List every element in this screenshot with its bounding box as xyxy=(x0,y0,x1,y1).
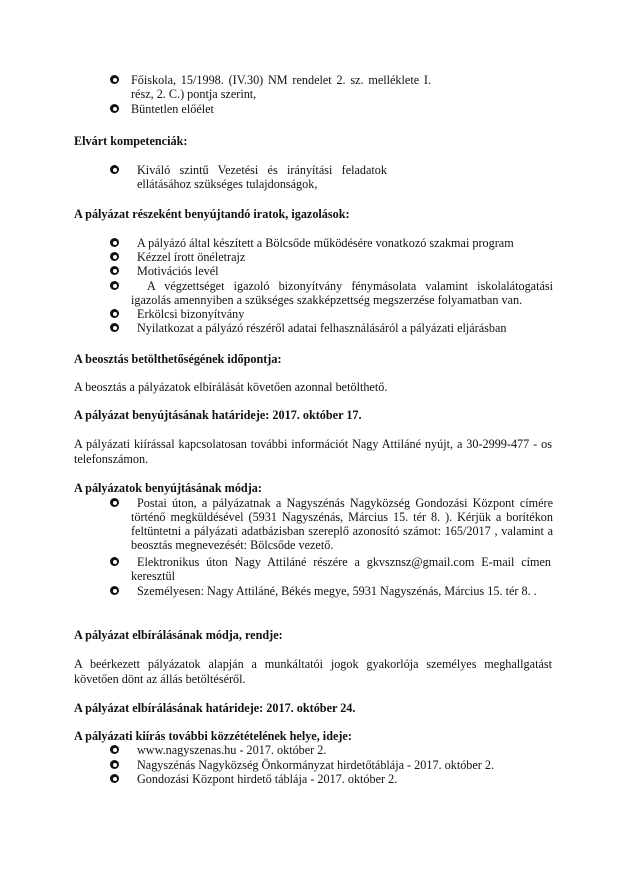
bullet-icon xyxy=(110,165,119,174)
section-heading-publication: A pályázati kiírás további közzétételének helye, ideje: xyxy=(74,729,352,743)
list-item-text: Erkölcsi bizonyítvány xyxy=(137,307,245,321)
bullet-icon xyxy=(110,760,119,769)
bullet-icon xyxy=(110,745,119,754)
list-item-text: Kiváló szintű Vezetési és irányítási feladatok ellátásához szükséges tulajdonságok, xyxy=(137,163,387,191)
bullet-icon xyxy=(110,281,119,290)
bullet-icon xyxy=(110,323,119,332)
list-item-text: Kézzel írott önéletrajz xyxy=(137,250,246,264)
section-heading-evaluation: A pályázat elbírálásának módja, rendje: xyxy=(74,628,283,642)
start-date-text: A beosztás a pályázatok elbírálását követően azonnal betölthető. xyxy=(74,380,388,394)
bullet-icon xyxy=(110,498,119,507)
deadline-label: A pályázat benyújtásának határideje: xyxy=(74,408,270,422)
list-item-text: A végzettséget igazoló bizonyítvány fénymásolata valamint iskolalátogatási igazolás amennyiben a szükséges szakképzettség megszerzése folyamatban van. xyxy=(131,279,553,307)
eval-deadline-label: A pályázat elbírálásának határideje: xyxy=(74,701,264,715)
info-text: A pályázati kiírással kapcsolatosan további információt Nagy Attiláné nyújt, a 30-2999-477 - os telefonszámon. xyxy=(74,437,552,466)
list-item-text: Nagyszénás Nagyközség Önkormányzat hirdetőtáblája - 2017. október 2. xyxy=(137,758,495,772)
list-item-text: Nyilatkozat a pályázó részéről adatai felhasználásáról a pályázati eljárásban xyxy=(137,321,507,335)
list-item-text: Főiskola, 15/1998. (IV.30) NM rendelet 2. sz. melléklete I. rész, 2. C.) pontja szerint, xyxy=(131,73,431,101)
bullet-icon xyxy=(110,104,119,113)
eval-deadline-value: 2017. október 24. xyxy=(263,701,356,715)
bullet-icon xyxy=(110,238,119,247)
evaluation-text: A beérkezett pályázatok alapján a munkáltatói jogok gyakorlója személyes meghallgatást követően dönt az állás betöltéséről. xyxy=(74,657,552,686)
bullet-icon xyxy=(110,309,119,318)
list-item-text: Büntetlen előélet xyxy=(131,102,214,116)
list-item-text: Személyesen: Nagy Attiláné, Békés megye, 5931 Nagyszénás, Március 15. tér 8. . xyxy=(137,584,537,598)
section-heading-competencies: Elvárt kompetenciák: xyxy=(74,134,188,148)
list-item-text: Postai úton, a pályázatnak a Nagyszénás Nagyközség Gondozási Központ címére történő megküldésével (5931 Nagyszénás, Március 15. tér 8. ). Kérjük a borítékon feltüntetni a pályázati adatbázisban szereplő azonosító számot: 165/2017 , valamint a beosztás megnevezését: Bölcsőde vezető. xyxy=(131,496,553,552)
section-heading-start-date: A beosztás betölthetőségének időpontja: xyxy=(74,352,282,366)
eval-deadline-line xyxy=(74,701,355,715)
list-item-text: www.nagyszenas.hu - 2017. október 2. xyxy=(137,743,327,757)
section-heading-documents: A pályázat részeként benyújtandó iratok, igazolások: xyxy=(74,207,350,221)
list-item-text: Gondozási Központ hirdető táblája - 2017. október 2. xyxy=(137,772,398,786)
section-heading-submission: A pályázatok benyújtásának módja: xyxy=(74,481,262,495)
bullet-icon xyxy=(110,252,119,261)
bullet-icon xyxy=(110,266,119,275)
list-item-text: A pályázó által készített a Bölcsőde működésére vonatkozó szakmai program xyxy=(137,236,514,250)
bullet-icon xyxy=(110,774,119,783)
bullet-icon xyxy=(110,557,119,566)
list-item-text: Motivációs levél xyxy=(137,264,219,278)
list-item-text: Elektronikus úton Nagy Attiláné részére a gkvsznsz@gmail.com E-mail címen keresztül xyxy=(131,555,551,583)
bullet-icon xyxy=(110,75,119,84)
deadline-line xyxy=(74,408,362,422)
bullet-icon xyxy=(110,586,119,595)
deadline-value: 2017. október 17. xyxy=(269,408,362,422)
